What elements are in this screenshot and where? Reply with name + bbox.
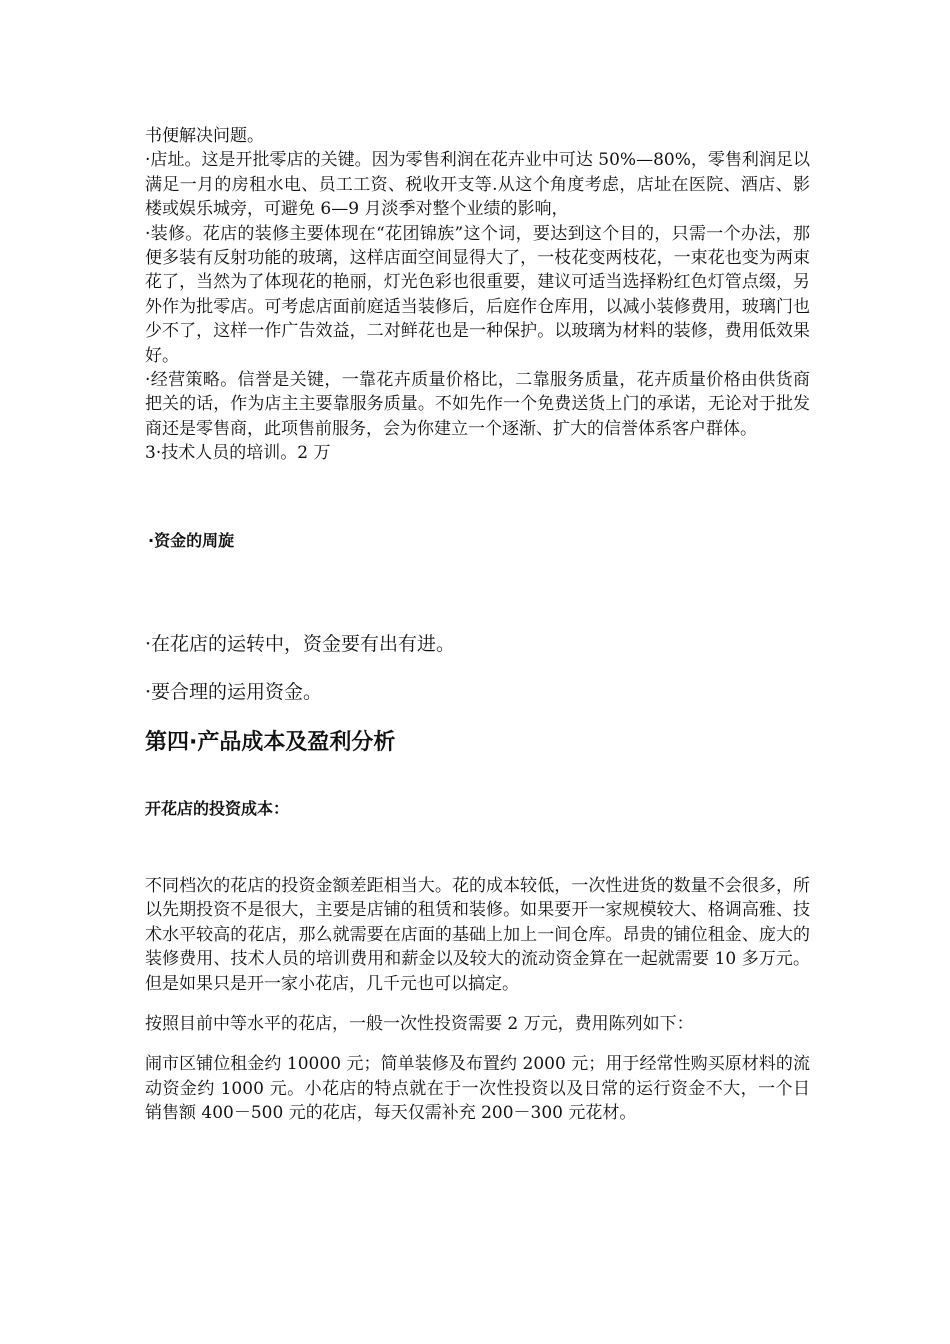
section-four-title: 第四·产品成本及盈利分析 xyxy=(145,730,396,755)
paragraph-cost-list-intro: 按照目前中等水平的花店，一般一次性投资需要 2 万元，费用陈列如下： xyxy=(145,1014,694,1035)
funds-line-2: ·要合理的运用资金。 xyxy=(145,681,323,703)
location-decoration-strategy-section xyxy=(145,124,810,466)
paragraph-cost-overview: 不同档次的花店的投资金额差距相当大。花的成本较低，一次性进货的数量不会很多，所以先期投资不是很大，主要是店铺的租赁和装修。如果要开一家规模较大、格调高雅、技术水平较高的花店，那么就需要在店面的基础上加上一间仓库。昂贵的铺位租金、庞大的装修费用、技术人员的培训费用和薪金以及较大的流动资金算在一起就需要 10 多万元。但是如果只是开一家小花店，几千元也可以搞定。 xyxy=(145,876,810,994)
paragraph-training: 3·技术人员的培训。2 万 xyxy=(145,443,331,464)
investment-cost-heading: 开花店的投资成本： xyxy=(145,799,290,818)
investment-cost-section xyxy=(145,874,810,1126)
funds-line-1: ·在花店的运转中，资金要有出有进。 xyxy=(145,633,456,655)
paragraph-location: ·店址。这是开批零店的关键。因为零售利润在花卉业中可达 50%—80%，零售利润足以满足一月的房租水电、员工工资、税收开支等.从这个角度考虑，店址在医院、酒店、影楼或娱乐城旁，可避免 6—9 月淡季对整个业绩的影响， xyxy=(145,150,810,220)
funds-heading: ·资金的周旋 xyxy=(148,531,235,550)
paragraph-cost-details: 闹市区铺位租金约 10000 元；简单装修及布置约 2000 元；用于经常性购买原材料的流动资金约 1000 元。小花店的特点就在于一次性投资以及日常的运行资金不大，一个日销售额 400－500 元的花店，每天仅需补充 200－300 元花材。 xyxy=(145,1054,810,1124)
paragraph-strategy: ·经营策略。信誉是关键，一靠花卉质量价格比，二靠服务质量，花卉质量价格由供货商把关的话，作为店主主要靠服务质量。不如先作一个免费送货上门的承诺，无论对于批发商还是零售商，此项售前服务，会为你建立一个逐渐、扩大的信誉体系客户群体。 xyxy=(145,370,810,439)
paragraph-decoration: ·装修。花店的装修主要体现在“花团锦族”这个词，要达到这个目的，只需一个办法，那便多装有反射功能的玻璃，这样店面空间显得大了，一枝花变两枝花，一束花也变为两束花了，当然为了体现花的艳丽，灯光色彩也很重要，建议可适当选择粉红色灯管点缀，另外作为批零店。可考虑店面前庭适当装修后，后庭作仓库用，以减小装修费用，玻璃门也少不了，这样一作广告效益，二对鲜花也是一种保护。以玻璃为材料的装修，费用低效果好。 xyxy=(145,223,810,366)
paragraph-continuation: 书便解决问题。 xyxy=(145,126,264,146)
